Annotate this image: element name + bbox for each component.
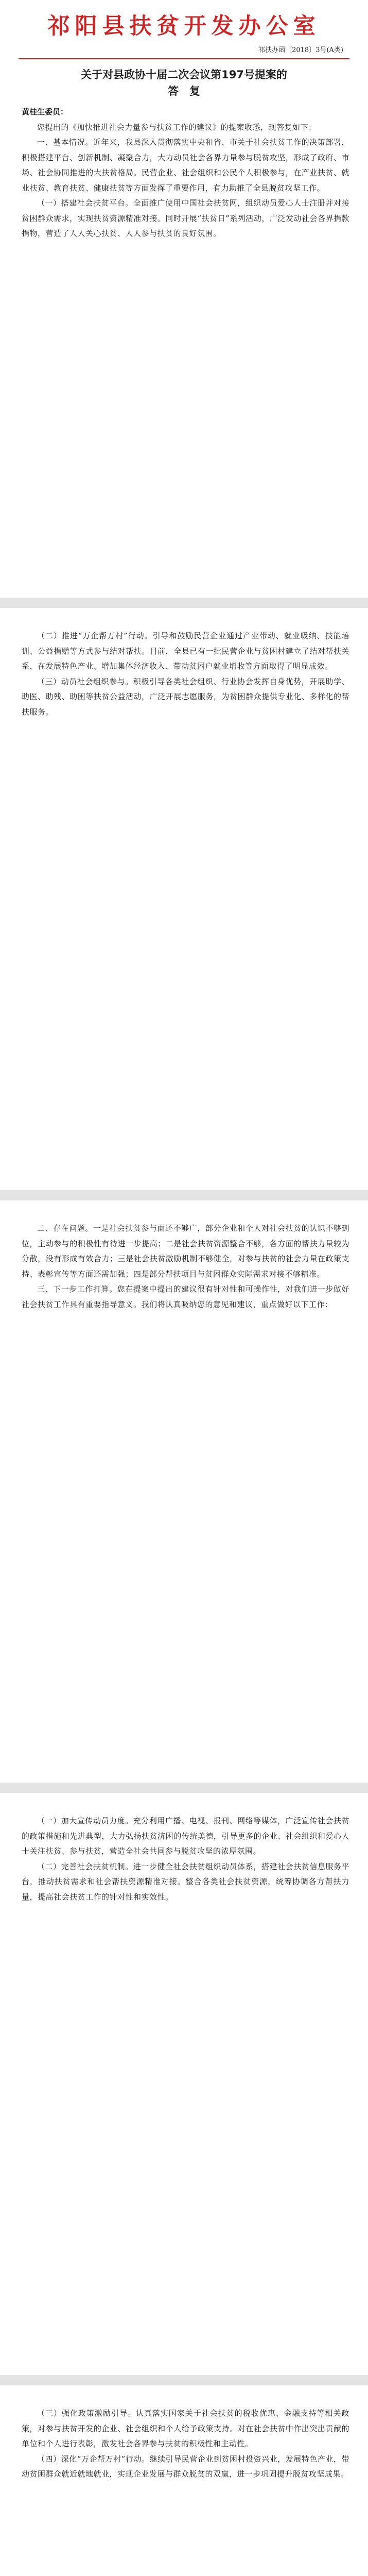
document-title-line-1: 关于对县政协十届二次会议第197号提案的: [81, 69, 287, 81]
red-divider: [19, 58, 349, 59]
paragraph: （四）深化“万企帮万村”行动。继续引导民营企业到贫困村投资兴业，发展特色产业，带动贫困群众就近就地就业，实现企业发展与群众脱贫的双赢，进一步巩固提升脱贫攻坚成果。: [22, 2454, 349, 2479]
document-page-5: [0, 2385, 368, 2576]
paragraph: 您提出的《加快推进社会力量参与扶贫工作的建议》的提案收悉，现答复如下：: [37, 122, 317, 132]
paragraph: （二）完善社会扶贫机制。进一步健全社会扶贫组织动员体系，搭建社会扶贫信息服务平台，推动扶贫需求和社会帮扶资源精准对接。整合各类社会扶贫资源，统筹协调各方帮扶力量，提高社会扶贫工作的针对性和实效性。: [22, 1861, 349, 1902]
document-page-1: [0, 0, 368, 598]
paragraph: （一）搭建社会扶贫平台。全面推广使用中国社会扶贫网，组织动员爱心人士注册并对接贫困群众需求，实现扶贫资源精准对接。同时开展“扶贫日”系列活动，广泛发动社会各界捐款捐物，营造了人人关心扶贫、人人参与扶贫的良好氛围。: [22, 198, 349, 238]
paragraph: （二）推进“万企帮万村”行动。引导和鼓励民营企业通过产业带动、就业吸纳、技能培训、公益捐赠等方式参与结对帮扶。目前，全县已有一批民营企业与贫困村建立了结对帮扶关系，在发展特色产业、增加集体经济收入、带动贫困户就业增收等方面取得了明显成效。: [22, 631, 349, 671]
paragraph: 一、基本情况。近年来，我县深入贯彻落实中央和省、市关于社会扶贫工作的决策部署，积极搭建平台、创新机制、凝聚合力，大力动员社会各界力量参与脱贫攻坚，形成了政府、市场、社会协同推进的大扶贫格局。民营企业、社会组织和公民个人积极参与，在产业扶贫、就业扶贫、教育扶贫、健康扶贫等方面发挥了重要作用，有力助推了全县脱贫攻坚工作。: [22, 138, 349, 193]
paragraph: （一）加大宣传动员力度。充分利用广播、电视、报刊、网络等媒体，广泛宣传社会扶贫的政策措施和先进典型，大力弘扬扶贫济困的传统美德，引导更多的企业、社会组织和爱心人士关注扶贫、参与扶贫，营造全社会共同参与脱贫攻坚的浓厚氛围。: [22, 1816, 349, 1856]
page-gap: [0, 1783, 368, 1793]
paragraph: （三）动员社会组织参与。积极引导各类社会组织、行业协会发挥自身优势，开展助学、助医、助残、助困等扶贫公益活动，广泛开展志愿服务，为贫困群众提供专业化、多样化的帮扶服务。: [22, 676, 349, 717]
salutation: 黄桂生委员：: [22, 107, 68, 116]
paragraph: 二、存在问题。一是社会扶贫参与面还不够广，部分企业和个人对社会扶贫的认识不够到位，主动参与的积极性有待进一步提高；二是社会扶贫资源整合不够，各方面的帮扶力量较为分散，没有形成有效合力；三是社会扶贫激励机制不够健全，对参与扶贫的社会力量在政策支持、表彰宣传等方面还需加强；四是部分帮扶项目与贫困群众实际需求对接不够精准。: [22, 1224, 349, 1279]
document-page-3: [0, 1200, 368, 1783]
document-page-2: [0, 608, 368, 1190]
paragraph: 三、下一步工作打算。您在提案中提出的建议很有针对性和可操作性，对我们进一步做好社会扶贫工作具有重要指导意义。我们将认真吸纳您的意见和建议，重点做好以下工作：: [22, 1284, 349, 1309]
document-title-line-2: 答 复: [168, 85, 200, 97]
document-number: 祁扶办函〔2018〕3号(A类): [258, 46, 343, 54]
paragraph: （三）强化政策激励引导。认真落实国家关于社会扶贫的税收优惠、金融支持等相关政策，对参与扶贫开发的企业、社会组织和个人给予政策支持。对在社会扶贫中作出突出贡献的单位和个人进行表彰，激发社会各界参与扶贫的积极性和主动性。: [22, 2409, 349, 2448]
page-gap: [0, 1190, 368, 1200]
page-gap: [0, 2375, 368, 2385]
org-masthead: 祁阳县扶贫开发办公室: [47, 13, 321, 39]
document-title: [0, 66, 368, 99]
page-gap: [0, 598, 368, 608]
document-page-4: [0, 1793, 368, 2375]
